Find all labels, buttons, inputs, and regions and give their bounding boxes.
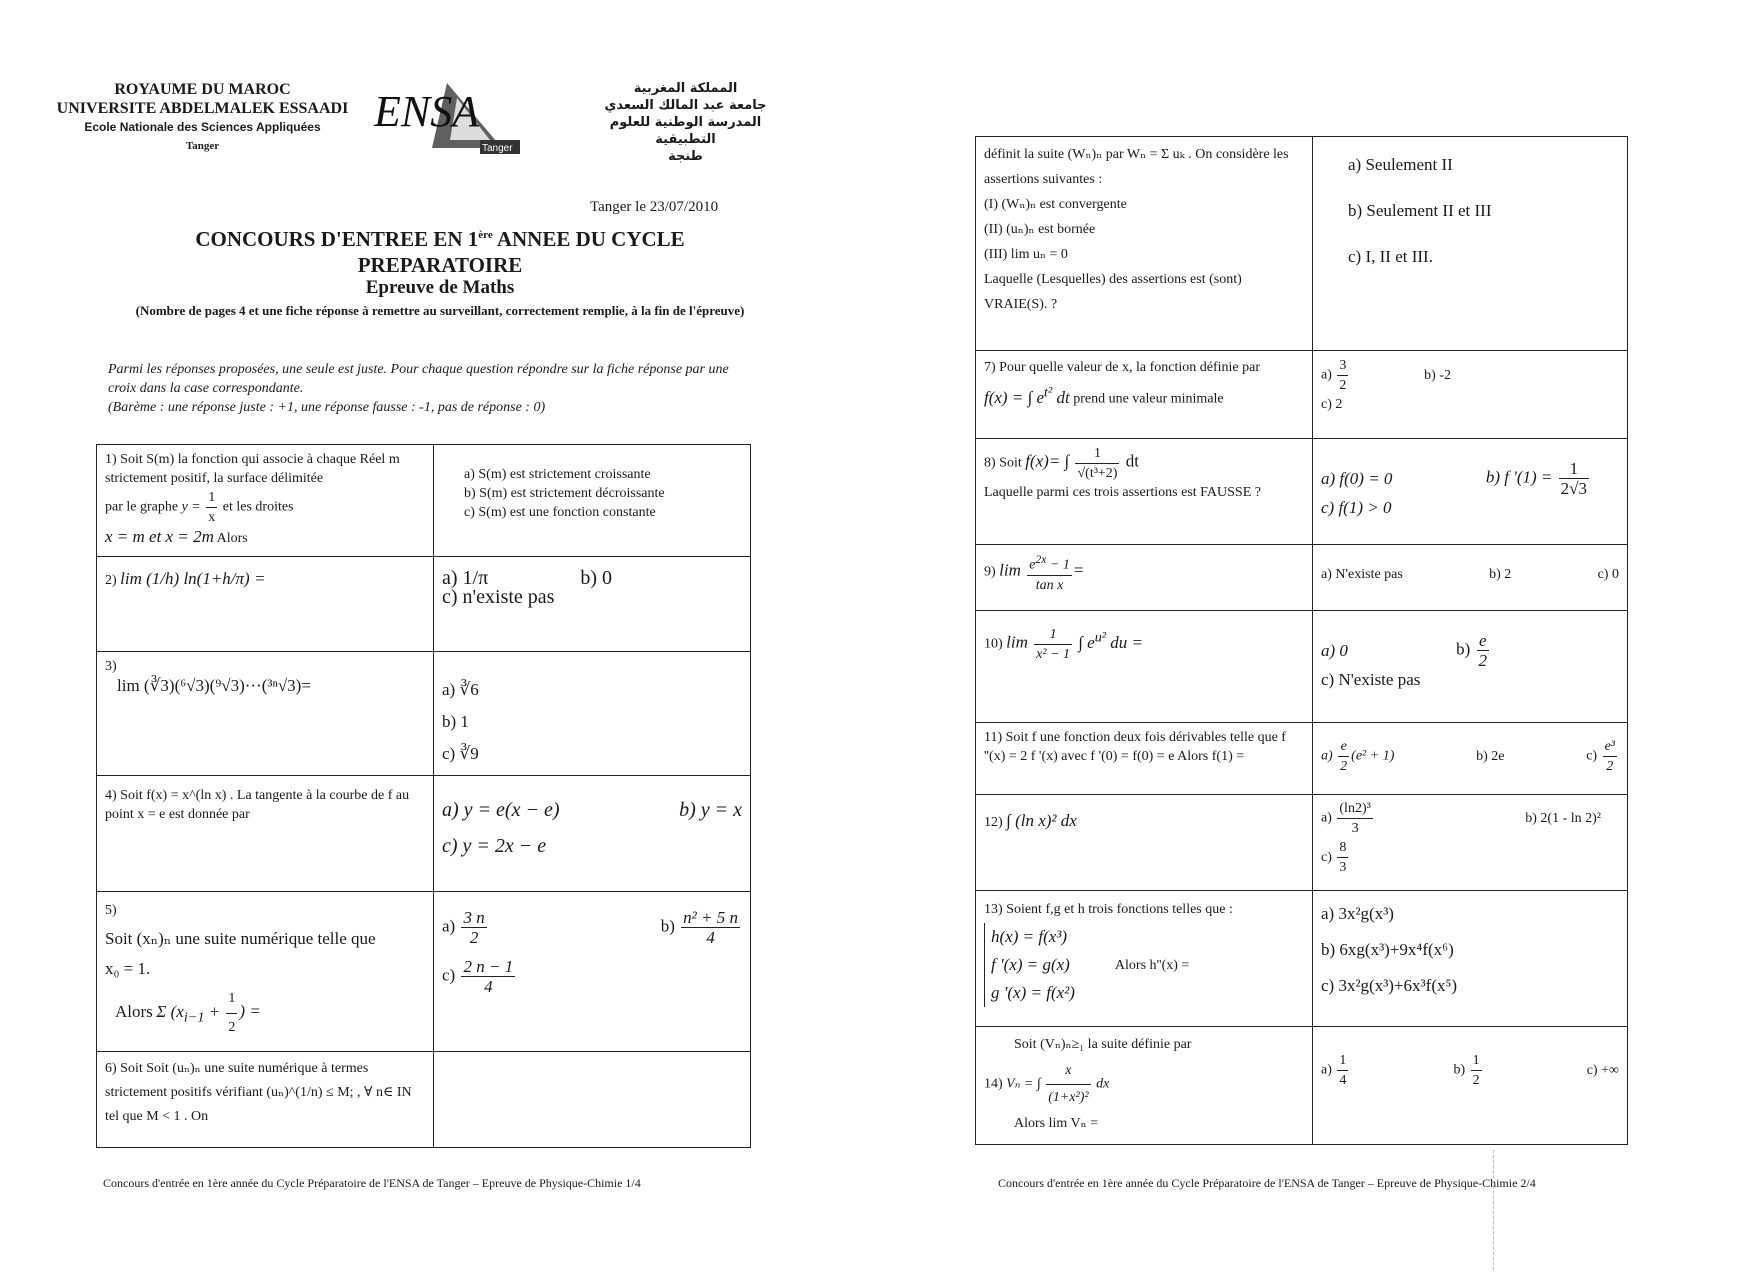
q1-text3: et les droites	[222, 499, 294, 515]
q6-assertion-iii: (III) lim uₙ = 0	[984, 247, 1068, 262]
question-6-continued	[976, 137, 1313, 351]
question-row-6	[97, 1052, 751, 1148]
question-row-7	[976, 351, 1628, 439]
q13-text: 13) Soient f,g et h trois fonctions telles que :	[984, 902, 1233, 917]
question-13	[976, 891, 1313, 1027]
q11-answer-c: c)	[1586, 748, 1598, 764]
q14-answer-c: c) +∞	[1586, 1063, 1619, 1078]
question-12: 12) ∫ (ln x)² dx	[976, 795, 1313, 891]
q9-fraction: $\frac{e^{2x} - 1}{\text{tan x}}$	[1027, 550, 1072, 595]
question-9: 9) lim $\frac{e^{2x} - 1}{\text{tan x}}$ =	[976, 545, 1313, 611]
q8-frac-b: $\frac{1}{2√3}$	[1560, 459, 1587, 498]
q13-eq1: h(x) = f(x³)	[991, 927, 1068, 946]
logo-text: ENSA	[374, 87, 480, 136]
answers-10	[1313, 611, 1628, 723]
answers-8	[1313, 439, 1628, 545]
q10-frac-b: $\frac{e}{2}$	[1478, 631, 1487, 670]
q14-frac-b: $\frac{1}{2}$	[1472, 1053, 1480, 1088]
fold-line	[1493, 1150, 1494, 1270]
q14-frac-a: $\frac{1}{4}$	[1339, 1053, 1347, 1088]
q8-answer-c: c) f(1) > 0	[1321, 498, 1392, 517]
q12-frac-a: $\frac{\text{(ln2)³}}{3}$	[1339, 801, 1371, 836]
instructions	[108, 360, 758, 417]
question-1: 1) Soit S(m) la fonction qui associe à chaque Réel m strictement positif, la surface délimitée par le graphe y = $\frac{1}{x}$ et les droites x = m et x = 2m Alors	[97, 445, 434, 557]
q5-answer-a: a)	[442, 916, 456, 936]
question-10: 10) lim $\frac{1}{\text{x² − 1}}$ ∫ $e^{u^2}$ du =	[976, 611, 1313, 723]
q3-answer-b: b) 1	[442, 712, 469, 731]
question-11	[976, 723, 1313, 795]
question-row-14	[976, 1027, 1628, 1145]
q1-text: 1) Soit S(m) la fonction qui associe à chaque Réel m strictement positif, la surface délimitée	[105, 452, 400, 486]
q13-answer-b: b) 6xg(x³)+9x⁴f(x⁶)	[1321, 940, 1454, 959]
q12-answer-b: b) 2(1 - ln 2)²	[1525, 811, 1601, 826]
q7-answer-c: c) 2	[1321, 397, 1343, 412]
title-part1: CONCOURS D'ENTREE EN 1	[195, 227, 479, 251]
question-6	[97, 1052, 434, 1148]
q9-num: 9)	[984, 564, 996, 580]
q4-answer-c: c) y = 2x − e	[442, 835, 547, 857]
questions-table-left	[96, 444, 751, 1148]
title-part2: ANNEE DU CYCLE	[492, 227, 685, 251]
exam-subtitle: Epreuve de Maths	[365, 277, 515, 298]
arabic-line-4: طنجة	[668, 149, 703, 164]
q4-text: 4) Soit f(x) = x^(ln x) . La tangente à la courbe de f au point x = e est donnée par	[105, 788, 410, 822]
instructions-line2: (Barème : une réponse juste : +1, une réponse fausse : -1, pas de réponse : 0)	[108, 400, 546, 415]
question-8: 8) Soit f(x)= ∫ $\frac{1}{\text{√(t³+2)}}$ dt Laquelle parmi ces trois assertions est FAUSSE ?	[976, 439, 1313, 545]
q1-fraction: $\frac{1}{x}$	[208, 490, 216, 525]
q6-cont-text: définit la suite (Wₙ)ₙ par Wₙ = Σ uₖ . On considère les assertions suivantes :	[984, 147, 1289, 187]
page-right	[878, 0, 1757, 1275]
question-row-8	[976, 439, 1628, 545]
q1-answer-a: a) S(m) est strictement croissante	[464, 467, 651, 482]
school-label: Ecole Nationale des Sciences Appliquées	[84, 120, 321, 134]
q2-answer-b: b) 0	[580, 567, 612, 589]
q1-text5: Alors	[216, 531, 248, 546]
q9-answer-c: c) 0	[1597, 567, 1619, 582]
footer-left: Concours d'entrée en 1ère année du Cycle Préparatoire de l'ENSA de Tanger – Epreuve de Physique-Chimie 1/4	[103, 1176, 641, 1190]
q11-answer-a: a)	[1321, 748, 1333, 764]
q1-answer-b: b) S(m) est strictement décroissante	[464, 486, 665, 501]
q8-text2: Laquelle parmi ces trois assertions est FAUSSE ?	[984, 485, 1261, 500]
question-row-2	[97, 557, 751, 652]
q8-answer-a: a) f(0) = 0	[1321, 469, 1393, 488]
exam-title	[140, 222, 740, 278]
q13-eq2: f '(x) = g(x)	[991, 955, 1070, 974]
q1-answer-c: c) S(m) est une fonction constante	[464, 505, 656, 520]
answers-9	[1313, 545, 1628, 611]
q10-num: 10)	[984, 636, 1003, 652]
q9-answer-b: b) 2	[1489, 567, 1512, 582]
answers-13	[1313, 891, 1628, 1027]
q14-num: 14)	[984, 1076, 1003, 1092]
question-row-13	[976, 891, 1628, 1027]
q6-answer-c: c) I, II et III.	[1348, 247, 1433, 266]
q12-num: 12)	[984, 815, 1003, 830]
arabic-line-3: المدرسة الوطنية للعلوم التطبيقية	[609, 115, 762, 147]
q11-text: 11) Soit f une fonction deux fois dérivables telle que f ''(x) = 2 f '(x) avec f '(0) = f(0) = e Alors f(1) =	[984, 730, 1286, 764]
q2-answer-c: c) n'existe pas	[442, 586, 555, 608]
q10-answer-a: a) 0	[1321, 641, 1348, 660]
answers-4	[434, 776, 751, 892]
arabic-line-2: جامعة عبد المالك السعدي	[604, 98, 767, 113]
answers-3	[434, 652, 751, 776]
title-line2: PREPARATOIRE	[357, 253, 523, 277]
q6-text: 6) Soit Soit (uₙ)ₙ une suite numérique à termes strictement positifs vérifiant (uₙ)^(1/n) ≤ M; , ∀ n∈ IN tel que M < 1 . On	[105, 1061, 412, 1124]
q13-eq3: g '(x) = f(x²)	[991, 983, 1075, 1002]
q10-fraction: $\frac{1}{\text{x² − 1}}$	[1036, 627, 1071, 662]
question-14: Soit (Vₙ)ₙ≥₁ la suite définie par 14) Vₙ = ∫ $\frac{x}{\text{(1+x²)²}}$ dx Alors lim Vₙ =	[976, 1027, 1313, 1145]
q14-answer-a: a)	[1321, 1062, 1332, 1078]
q5-text2: x₀ = 1.	[105, 959, 151, 978]
kingdom-label: ROYAUME DU MAROC	[114, 81, 291, 98]
question-row-9	[976, 545, 1628, 611]
header-arabic	[578, 80, 793, 165]
question-row-4	[97, 776, 751, 892]
q5-answer-b: b)	[660, 916, 675, 936]
q3-expr: lim (∛3)(⁶√3)(⁹√3)···(³ⁿ√3)=	[117, 676, 311, 695]
answers-1	[434, 445, 751, 557]
answers-2	[434, 557, 751, 652]
q7-text2: prend une valeur minimale	[1073, 391, 1224, 407]
question-row-10	[976, 611, 1628, 723]
q14-text: Soit (Vₙ)ₙ≥₁ la suite définie par	[1014, 1037, 1192, 1052]
title-sup: ère	[478, 229, 493, 241]
q5-sum-fraction: $\frac{1}{2}$	[226, 985, 237, 1042]
question-row-5	[97, 892, 751, 1052]
q5-num: 5)	[105, 903, 117, 918]
q14-integrand: $\frac{x}{\text{(1+x²)²}}$	[1046, 1058, 1090, 1111]
university-label: UNIVERSITE ABDELMALEK ESSAADI	[56, 100, 349, 117]
q13-alors: Alors h''(x) =	[1114, 957, 1190, 973]
q6-answer-b: b) Seulement II et III	[1348, 201, 1492, 220]
question-2	[97, 557, 434, 652]
questions-table-right	[975, 136, 1628, 1145]
q4-answer-b: b) y = x	[679, 799, 742, 821]
q6-question: Laquelle (Lesquelles) des assertions est (sont) VRAIE(S). ?	[984, 272, 1242, 312]
q6-answer-a: a) Seulement II	[1348, 155, 1453, 174]
page-left	[0, 0, 878, 1275]
q3-num: 3)	[105, 659, 117, 674]
q7-answer-a: a)	[1321, 367, 1332, 383]
answers-12	[1313, 795, 1628, 891]
q8-answer-b: b) f '(1) =	[1485, 467, 1553, 487]
answers-7	[1313, 351, 1628, 439]
q8-text: 8) Soit	[984, 455, 1022, 471]
q13-system	[984, 923, 1075, 1007]
q1-text4: x = m et x = 2m	[105, 527, 214, 546]
question-row-3	[97, 652, 751, 776]
question-row-12	[976, 795, 1628, 891]
q2-num: 2)	[105, 573, 117, 588]
q13-answer-c: c) 3x²g(x³)+6x³f(x⁵)	[1321, 976, 1458, 995]
q2-answer-a: a) 1/π	[442, 567, 489, 589]
exam-date: Tanger le 23/07/2010	[590, 199, 719, 215]
q14-answer-b: b)	[1453, 1062, 1466, 1078]
header-french	[40, 80, 365, 156]
q11-frac-c: $\frac{\text{e³}}{2}$	[1604, 739, 1615, 774]
q7-frac-a: $\frac{3}{2}$	[1339, 358, 1347, 393]
q9-answer-a: a) N'existe pas	[1321, 567, 1403, 582]
q6-assertion-ii: (II) (uₙ)ₙ est bornée	[984, 222, 1096, 237]
q3-answer-c: c) ∛9	[442, 744, 479, 763]
q5-text1: Soit (xₙ)ₙ une suite numérique telle que	[105, 929, 376, 948]
q5-frac-c: $\frac{2 n - 1}{4}$	[463, 957, 514, 996]
question-row-11	[976, 723, 1628, 795]
question-row-1	[97, 445, 751, 557]
q8-integrand: $\frac{1}{\text{√(t³+2)}}$	[1077, 446, 1118, 481]
q6-assertion-i: (I) (Wₙ)ₙ est convergente	[984, 197, 1127, 212]
q11-frac-a: $\frac{e}{2}$	[1340, 739, 1348, 774]
q13-answer-a: a) 3x²g(x³)	[1321, 904, 1394, 923]
question-3	[97, 652, 434, 776]
q7-answer-b: b) -2	[1424, 368, 1451, 383]
q3-answer-a: a) ∛6	[442, 680, 479, 699]
city-label: Tanger	[185, 140, 220, 152]
q12-answer-c: c)	[1321, 849, 1332, 865]
question-4	[97, 776, 434, 892]
question-7: 7) Pour quelle valeur de x, la fonction définie par f(x) = ∫ $e^{t^2}$ dt prend une valeur minimale	[976, 351, 1313, 439]
answers-14	[1313, 1027, 1628, 1145]
arabic-line-1: المملكة المغربية	[633, 81, 738, 96]
q4-answer-a: a) y = e(x − e)	[442, 799, 560, 821]
instructions-line1: Parmi les réponses proposées, une seule est juste. Pour chaque question répondre sur la fiche réponse par une croix dans la case correspondante.	[108, 362, 729, 396]
question-5: 5) Soit (xₙ)ₙ une suite numérique telle que x₀ = 1. Alors Σ ($x_{i-1}$ + $\frac{1}{2}$ ) =	[97, 892, 434, 1052]
q5-text3: Alors	[115, 1001, 153, 1021]
q14-alors: Alors lim Vₙ =	[1014, 1116, 1099, 1131]
q10-answer-c: c) N'existe pas	[1321, 670, 1421, 689]
answers-11: a) $\frac{e}{2}$ (e² + 1) b) 2e c) $\frac{\text{e³}}{2}$	[1313, 723, 1628, 795]
exam-notice: (Nombre de pages 4 et une fiche réponse à remettre au surveillant, correctement remplie, à la fin de l'épreuve)	[135, 303, 745, 318]
q7-text: 7) Pour quelle valeur de x, la fonction définie par	[984, 360, 1261, 375]
q5-answer-c: c)	[442, 965, 456, 985]
answers-5	[434, 892, 751, 1052]
q12-answer-a: a)	[1321, 810, 1332, 826]
q10-answer-b: b)	[1456, 639, 1471, 659]
ensa-logo	[372, 78, 532, 158]
q11-answer-b: b) 2e	[1476, 749, 1505, 764]
q5-frac-b: $\frac{\text{n² + 5 n}}{4}$	[683, 908, 738, 947]
q2-expr: lim (1/h) ln(1+h/π) =	[120, 569, 266, 588]
q5-frac-a: $\frac{3 n}{2}$	[463, 908, 485, 947]
q1-text2: par le graphe	[105, 499, 179, 515]
logo-sub: Tanger	[482, 143, 513, 154]
answers-6-empty	[434, 1052, 751, 1148]
question-row-6-cont	[976, 137, 1628, 351]
answers-6	[1313, 137, 1628, 351]
q12-frac-c: $\frac{8}{3}$	[1339, 840, 1347, 875]
footer-right: Concours d'entrée en 1ère année du Cycle Préparatoire de l'ENSA de Tanger – Epreuve de Physique-Chimie 2/4	[998, 1176, 1536, 1190]
